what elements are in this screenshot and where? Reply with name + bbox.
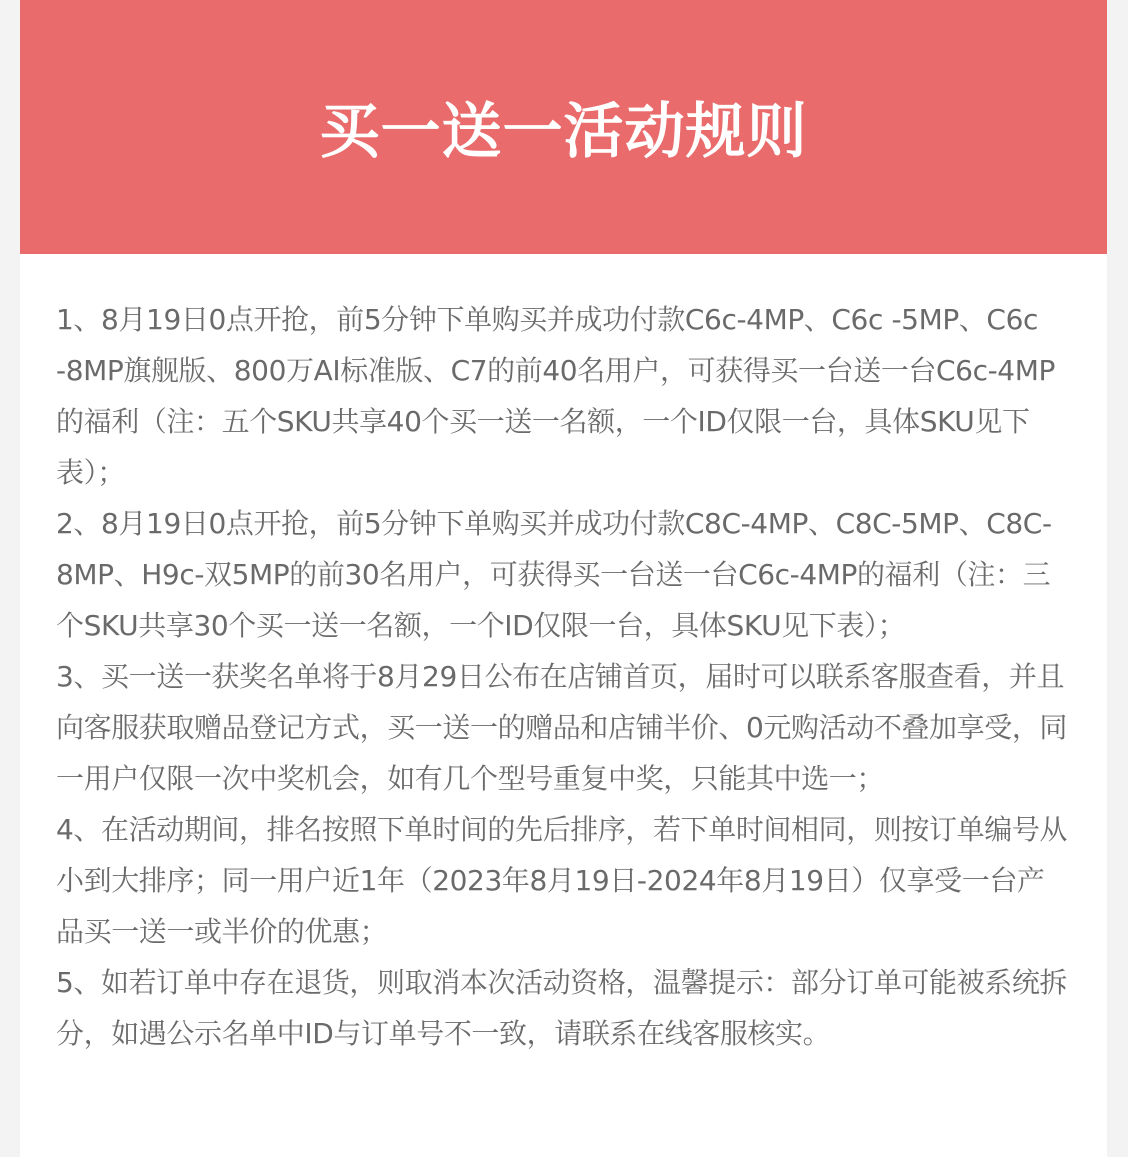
rule-item-3: 3、买一送一获奖名单将于8月29日公布在店铺首页，届时可以联系客服查看，并且向客服获取赠品登记方式，买一送一的赠品和店铺半价、0元购活动不叠加享受，同一用户仅限一次中奖机会，如有几个型号重复中奖，只能其中选一； [56,660,1068,795]
rule-item-2: 2、8月19日0点开抢，前5分钟下单购买并成功付款C8C-4MP、C8C-5MP、C8C-8MP、H9c-双5MP的前30名用户，可获得买一台送一台C6c-4MP的福利（注：三个SKU共享30个买一送一名额，一个ID仅限一台，具体SKU见下表）； [56,507,1052,642]
rules-card [20,0,1107,1157]
rule-item-4: 4、在活动期间，排名按照下单时间的先后排序，若下单时间相同，则按订单编号从小到大排序；同一用户近1年（2023年8月19日-2024年8月19日）仅享受一台产品买一送一或半价的优惠； [56,813,1068,948]
title-banner [20,0,1107,254]
rule-item-5: 5、如若订单中存在退货，则取消本次活动资格，温馨提示：部分订单可能被系统拆分，如遇公示名单中ID与订单号不一致，请联系在线客服核实。 [56,966,1068,1050]
page-title: 买一送一活动规则 [319,97,808,167]
rules-list [20,254,1107,1059]
rule-item-1: 1、8月19日0点开抢，前5分钟下单购买并成功付款C6c-4MP、C6c -5MP、C6c -8MP旗舰版、800万AI标准版、C7的前40名用户，可获得买一台送一台C6c-4MP的福利（注：五个SKU共享40个买一送一名额，一个ID仅限一台，具体SKU见下表）； [56,303,1055,489]
